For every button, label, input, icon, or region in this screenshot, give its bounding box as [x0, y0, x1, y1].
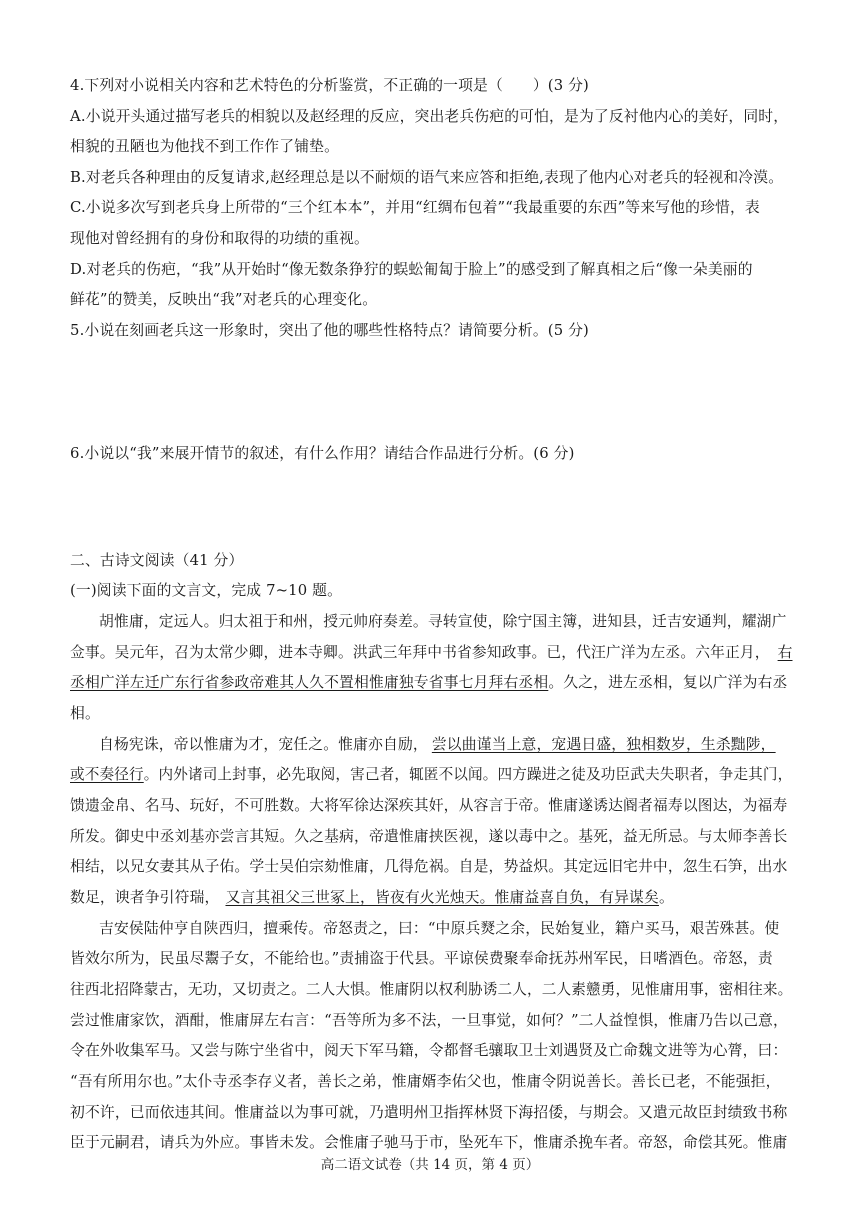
section2-instruction: (一)阅读下面的文言文，完成 7~10 题。 [70, 582, 343, 599]
underlined-sentence-1: 丞相广洋左迁广东行省参政帝难其人久不置相惟庸独专省事七月拜右丞相 [70, 674, 549, 691]
passage-p3-line6: “吾有所用尔也。”太仆寺丞李存义者，善长之弟，惟庸婿李佑父也，惟庸令阴说善长。善长已老，不能强拒， [70, 1073, 781, 1090]
passage-p2-line5: 相结，以兄女妻其从子佑。学士吴伯宗劾惟庸，几得危祸。自是，势益炽。其定远旧宅井中，忽生石笋，出水 [70, 858, 788, 875]
q4-option-c-line2: 现他对曾经拥有的身份和取得的功绩的重视。 [70, 230, 369, 247]
q4-option-c-line1: C.小说多次写到老兵身上所带的“三个红本本”，并用“红绸布包着”“我最重要的东西”等来写他的珍惜，表 [70, 199, 760, 216]
q5-question: 5.小说在刻画老兵这一形象时，突出了他的哪些性格特点？请简要分析。(5 分) [70, 322, 589, 339]
underlined-sentence-3: 又言其祖父三世冢上，皆夜有火光烛天。惟庸益喜自负，有异谋矣 [225, 889, 659, 906]
q6-question: 6.小说以“我”来展开情节的叙述，有什么作用？请结合作品进行分析。(6 分) [70, 445, 575, 462]
passage-p1-line1: 胡惟庸，定远人。归太祖于和州，授元帅府奏差。寻转宣使，除宁国主簿，进知县，迁吉安通判，耀湖广 [99, 613, 787, 630]
passage-p3-line1: 吉安侯陆仲亨自陕西归，擅乘传。帝怒责之，曰：“中原兵燹之余，民始复业，籍户买马，艰苦殊甚。使 [99, 920, 780, 937]
passage-p1-line4: 相。 [70, 705, 100, 722]
passage-p2-line1: 自杨宪诛，帝以惟庸为才，宠任之。惟庸亦自励， 尝以曲谨当上意，宠遇日盛，独相数岁，生杀黜陟， [99, 736, 776, 753]
passage-p3-line4: 尝过惟庸家饮，酒酣，惟庸屏左右言：“吾等所为多不法，一旦事觉，如何？”二人益惶惧，惟庸乃告以己意， [70, 1012, 788, 1029]
passage-p2-line6: 数足，谀者争引符瑞， 又言其祖父三世冢上，皆夜有火光烛天。惟庸益喜自负，有异谋矣。 [70, 889, 674, 906]
passage-p1-line3: 丞相广洋左迁广东行省参政帝难其人久不置相惟庸独专省事七月拜右丞相。久之，进左丞相，复以广洋为右丞 [70, 674, 788, 691]
underlined-sentence-1-start: 右 [777, 644, 793, 661]
q4-option-d-line2: 鲜花”的赞美，反映出“我”对老兵的心理变化。 [70, 291, 378, 308]
passage-p3-line7: 初不许，已而依违其间。惟庸益以为事可就，乃遣明州卫指挥林贤下海招倭，与期会。又遣元故臣封绩致书称 [70, 1104, 788, 1121]
q4-option-a-line2: 相貌的丑陋也为他找不到工作作了铺垫。 [70, 138, 340, 155]
passage-p2-line2: 或不奏径行。内外诸司上封事，必先取阅，害己者，辄匿不以闻。四方躁进之徒及功臣武夫失职者，争走其门， [70, 766, 793, 783]
passage-p3-line2: 皆效尔所为，民虽尽鬻子女，不能给也。”责捕盗于代县。平谅侯费聚奉命抚苏州军民，日嗜酒色。帝怒，责 [70, 950, 773, 967]
page-footer: 高二语文试卷（共 14 页，第 4 页） [320, 1157, 540, 1173]
underlined-sentence-2-start: 尝以曲谨当上意，宠遇日盛，独相数岁，生杀黜陟， [431, 736, 776, 753]
passage-p2-line4: 所发。御史中丞刘基亦尝言其短。久之基病，帝遣惟庸挟医视，遂以毒中之。基死，益无所忌。与太师李善长 [70, 828, 788, 845]
passage-p3-line8: 臣于元嗣君，请兵为外应。事皆未发。会惟庸子驰马于市，坠死车下，惟庸杀挽车者。帝怒，命偿其死。惟庸 [70, 1134, 788, 1151]
passage-p2-line3: 馈遗金帛、名马、玩好，不可胜数。大将军徐达深疾其奸，从容言于帝。惟庸遂诱达阍者福寿以图达，为福寿 [70, 797, 788, 814]
section2-heading: 二、古诗文阅读（41 分） [70, 552, 244, 569]
q4-stem: 4.下列对小说相关内容和艺术特色的分析鉴赏，不正确的一项是（ ）(3 分) [70, 77, 589, 94]
q4-option-b: B.对老兵各种理由的反复请求,赵经理总是以不耐烦的语气来应答和拒绝,表现了他内心对老兵的轻视和冷漠。 [70, 169, 784, 186]
passage-p3-line3: 往西北招降蒙古，无功，又切责之。二人大惧。惟庸阴以权利胁诱二人，二人素戆勇，见惟庸用事，密相往来。 [70, 981, 793, 998]
passage-p3-line5: 令在外收集军马。又尝与陈宁坐省中，阅天下军马籍，令都督毛骧取卫士刘遇贤及亡命魏文进等为心膂，曰： [70, 1042, 788, 1059]
passage-p1-line2: 佥事。吴元年，召为太常少卿，进本寺卿。洪武三年拜中书省参知政事。已，代汪广洋为左丞。六年正月， 右 [70, 644, 793, 661]
q4-option-d-line1: D.对老兵的伤疤，“我”从开始时“像无数条狰狞的蜈蚣匍匐于脸上”的感受到了解真相之后“像一朵美丽的 [70, 261, 753, 278]
underlined-sentence-2-end: 或不奏径行 [70, 766, 144, 783]
q4-option-a-line1: A.小说开头通过描写老兵的相貌以及赵经理的反应，突出老兵伤疤的可怕，是为了反衬他内心的美好，同时， [70, 108, 789, 125]
